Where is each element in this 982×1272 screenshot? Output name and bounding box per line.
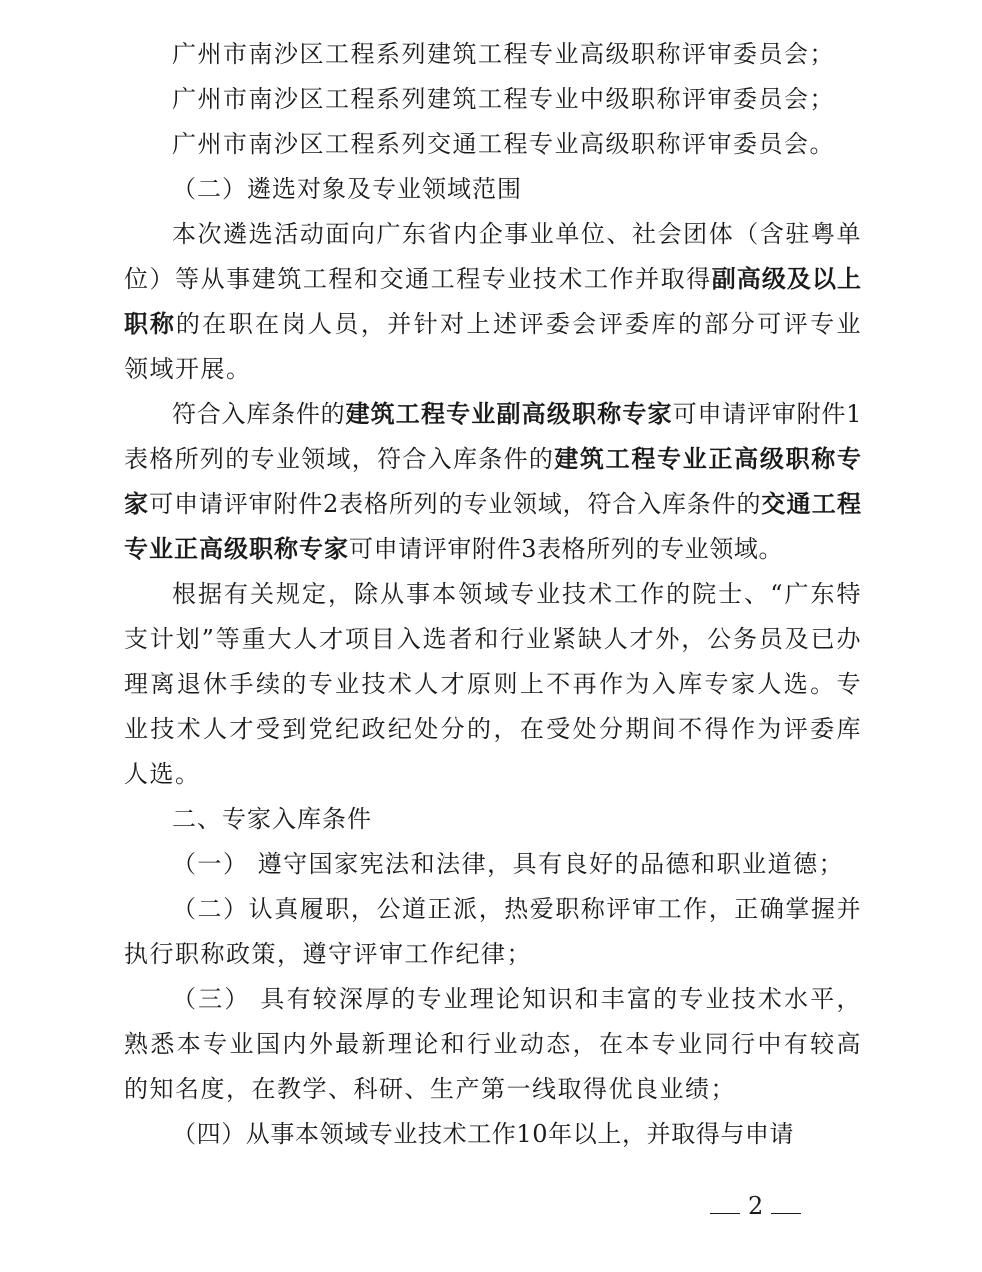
- condition-2-paragraph: （二）认真履职，公道正派，热爱职称评审工作，正确掌握并执行职称政策，遵守评审工作纪律；: [124, 895, 862, 968]
- scope-fields-emphasis-1: 建筑工程专业副高级职称专家: [345, 400, 673, 428]
- committee-line-3: 广州市南沙区工程系列交通工程专业高级职称评审委员会。: [172, 130, 835, 158]
- scope-intro-text-2: 的在职在岗人员，并针对上述评委会评委库的部分可评专业领域开展。: [124, 310, 863, 383]
- scope-fields-paragraph: [124, 392, 862, 572]
- scope-fields-emphasis-3: 交通工程专业正高级职称专家: [124, 490, 862, 563]
- section-heading-conditions: 二、专家入库条件: [172, 805, 372, 833]
- page-number: 2: [748, 1192, 764, 1220]
- scope-fields-text-1: 符合入库条件的: [172, 400, 346, 428]
- page-number-dash-right: [771, 1213, 801, 1214]
- document-body: [124, 32, 862, 1157]
- condition-3-paragraph: （三） 具有较深厚的专业理论知识和丰富的专业技术水平，熟悉本专业国内外最新理论和行业动态，在本专业同行中有较高的知名度，在教学、科研、生产第一线取得优良业绩；: [124, 985, 862, 1103]
- scope-fields-text-4: 可申请评审附件3表格所列的专业领域。: [349, 535, 784, 563]
- scope-intro-emphasis: 副高级及以上职称: [124, 265, 863, 338]
- scope-intro-paragraph: [124, 212, 862, 392]
- condition-1-paragraph: （一） 遵守国家宪法和法律，具有良好的品德和职业道德；: [172, 850, 845, 878]
- scope-fields-emphasis-2: 建筑工程专业正高级职称专家: [124, 445, 862, 518]
- page-number-footer: [702, 1186, 842, 1226]
- scope-fields-text-2: 可申请评审附件1表格所列的专业领域，符合入库条件的: [124, 400, 863, 473]
- page-number-dash-left: [710, 1213, 740, 1214]
- scope-fields-text-3: 可申请评审附件2表格所列的专业领域，符合入库条件的: [149, 490, 762, 518]
- condition-4-paragraph: （四）从事本领域专业技术工作10年以上，并取得与申请: [172, 1120, 795, 1148]
- section-heading-scope: （二）遴选对象及专业领域范围: [172, 175, 522, 203]
- committee-line-1: 广州市南沙区工程系列建筑工程专业高级职称评审委员会；: [172, 40, 835, 68]
- committee-line-2: 广州市南沙区工程系列建筑工程专业中级职称评审委员会；: [172, 85, 835, 113]
- scope-exclusions-paragraph: 根据有关规定，除从事本领域专业技术工作的院士、“广东特支计划”等重大人才项目入选者和行业紧缺人才外，公务员及已办理离退休手续的专业技术人才原则上不再作为入库专家人选。专业技术人才受到党纪政纪处分的，在受处分期间不得作为评委库人选。: [124, 580, 862, 788]
- scope-intro-text-1: 本次遴选活动面向广东省内企事业单位、社会团体（含驻粤单位）等从事建筑工程和交通工程专业技术工作并取得: [124, 220, 862, 293]
